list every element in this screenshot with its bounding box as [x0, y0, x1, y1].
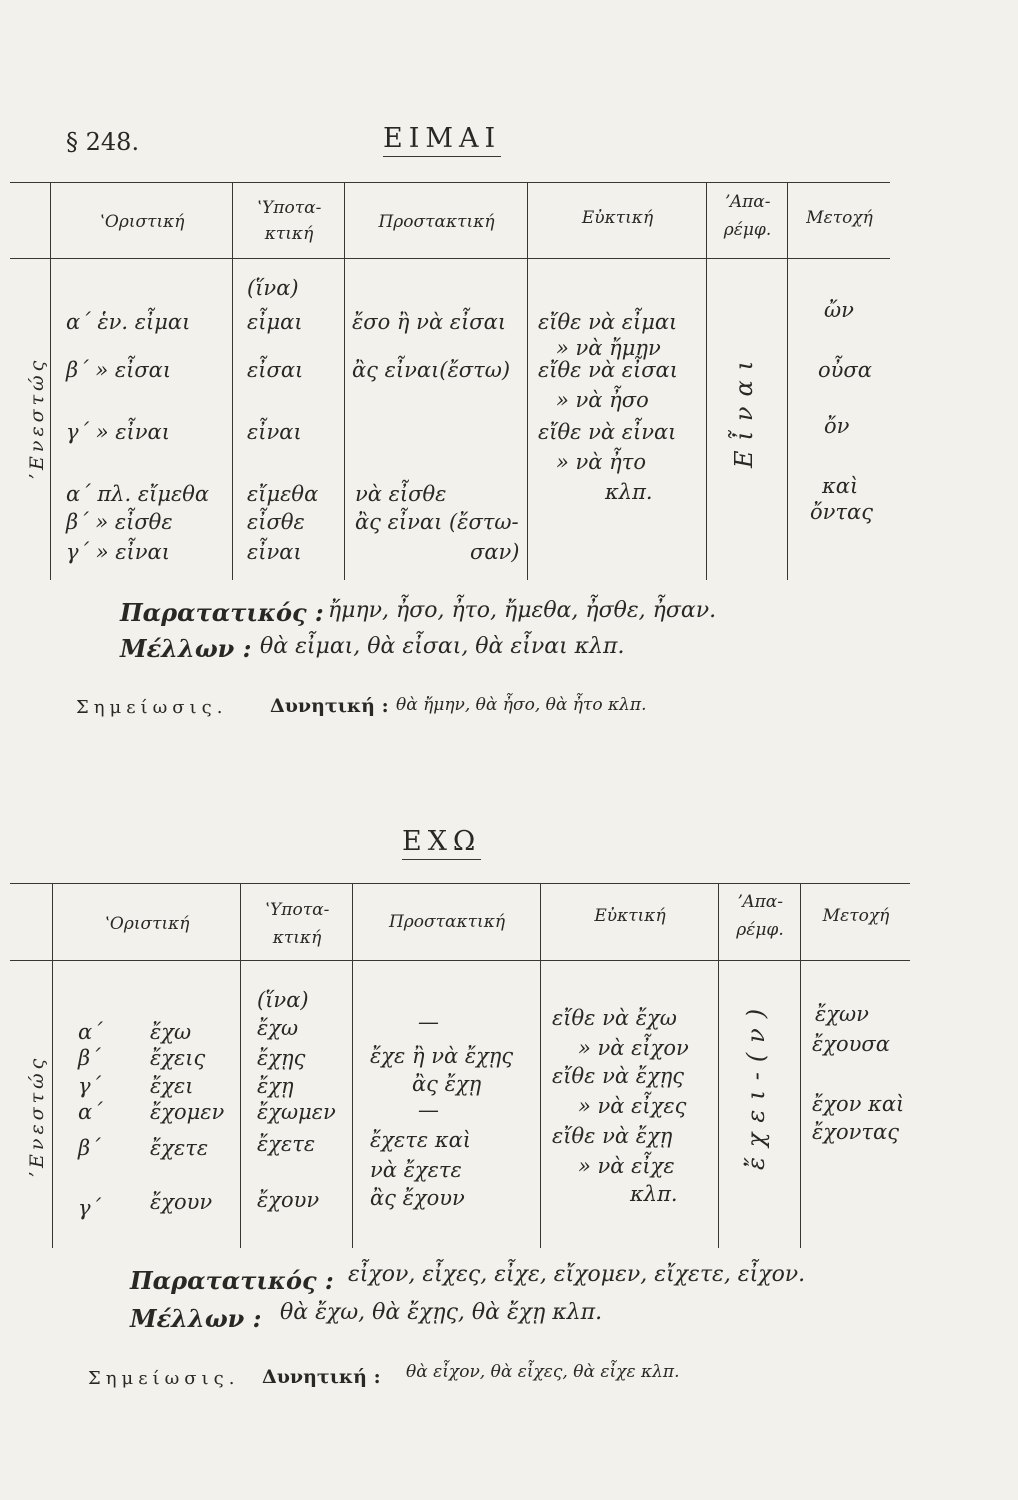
ypotaktiki-ina: (ἵνα) [257, 988, 309, 1012]
header-ypotaktiki-line1: ʽΥποτα- [256, 198, 322, 218]
ypotaktiki-row: ἔχω [257, 1016, 299, 1040]
mellon-label: Μέλλων : [130, 1304, 262, 1333]
euktiki-row: εἴθε νὰ ἔχῃς [552, 1064, 685, 1088]
table-rule [50, 182, 51, 580]
table-rule [10, 182, 890, 183]
header-euktiki: Εὐκτική [594, 906, 666, 926]
metochi-row: ὄντας [810, 500, 873, 524]
oristiki-row: ἔχετε [150, 1136, 209, 1160]
table-rule [10, 258, 890, 259]
oristiki-row: ἔχεις [150, 1046, 206, 1070]
paratatikos-value: ἤμην, ἦσο, ἦτο, ἤμεθα, ἦσθε, ἦσαν. [328, 598, 717, 623]
prostaktiki-row: ἂς εἶναι (ἔστω- [355, 510, 519, 534]
header-aparemfato-line1: ʼΑπα- [724, 192, 771, 212]
prostaktiki-row: νὰ εἶσθε [355, 482, 447, 506]
euktiki-row: κλπ. [605, 480, 653, 504]
paratatikos-label: Παρατατικός : [120, 598, 324, 627]
header-prostaktiki: Προστακτική [388, 912, 506, 932]
metochi-row: ὤν [824, 298, 854, 322]
table-rule [540, 883, 541, 1248]
metochi-row: καὶ [822, 474, 859, 498]
table-rule [10, 883, 910, 884]
header-ypotaktiki-line1: ʽΥποτα- [264, 900, 330, 920]
metochi-row: ὄν [824, 414, 850, 438]
oristiki-row: α΄ ἑν. εἶμαι [66, 310, 191, 334]
header-oristiki: ʽΟριστική [104, 914, 190, 934]
infinitive-vertical: ἔχει-(ν) [742, 998, 770, 1170]
euktiki-row: εἴθε νὰ εἶναι [538, 420, 677, 444]
header-prostaktiki: Προστακτική [378, 212, 495, 232]
paratatikos-value: εἶχον, εἶχες, εἶχε, εἴχομεν, εἴχετε, εἶχον. [348, 1262, 806, 1287]
metochi-row: οὖσα [818, 358, 872, 382]
header-ypotaktiki-line2: κτική [272, 928, 322, 948]
header-aparemfato-line2: ρέμφ. [723, 220, 772, 240]
euktiki-row: εἴθε νὰ εἶμαι [538, 310, 678, 334]
oristiki-row: ἔχω [150, 1020, 192, 1044]
oristiki-row: α΄ πλ. εἴμεθα [66, 482, 210, 506]
table-rule [232, 182, 233, 580]
oristiki-row: γ΄ » εἶναι [66, 420, 170, 444]
table-rule [240, 883, 241, 1248]
dynitiki-value: θὰ εἶχον, θὰ εἶχες, θὰ εἶχε κλπ. [406, 1362, 680, 1382]
prostaktiki-row: ἂς ἔχῃ [412, 1072, 482, 1096]
metochi-row: ἔχον καὶ [812, 1092, 905, 1116]
ypotaktiki-row: εἶναι [247, 420, 302, 444]
table-rule [800, 883, 801, 1248]
euktiki-row: » νὰ εἶχον [578, 1036, 689, 1060]
metochi-row: ἔχοντας [812, 1120, 899, 1144]
table-rule [718, 883, 719, 1248]
mellon-value: θὰ εἶμαι, θὰ εἶσαι, θὰ εἶναι κλπ. [260, 634, 625, 659]
oristiki-row: ἔχουν [150, 1190, 213, 1214]
ypotaktiki-row: ἔχωμεν [257, 1100, 336, 1124]
table-rule [527, 182, 528, 580]
prostaktiki-row: ἔχετε καὶ [370, 1128, 472, 1152]
euktiki-row: εἴθε νὰ ἔχω [552, 1006, 677, 1030]
euktiki-row: » νὰ εἶχες [578, 1094, 687, 1118]
ypotaktiki-row: ἔχετε [257, 1132, 316, 1156]
ypotaktiki-row: ἔχουν [257, 1188, 320, 1212]
header-euktiki: Εὐκτική [581, 208, 654, 228]
ypotaktiki-row: ἔχῃ [257, 1074, 294, 1098]
oristiki-row: γ΄ » εἶναι [66, 540, 170, 564]
mellon-value: θὰ ἔχω, θὰ ἔχῃς, θὰ ἔχῃ κλπ. [280, 1300, 603, 1325]
header-metochi: Μετοχή [822, 906, 890, 926]
tense-label: ʼΕνεστώς [26, 1054, 48, 1178]
prostaktiki-row: νὰ ἔχετε [370, 1158, 462, 1182]
table-rule [352, 883, 353, 1248]
prostaktiki-row: ἂς ἔχουν [370, 1186, 465, 1210]
euktiki-row: » νὰ εἶχε [578, 1154, 675, 1178]
tense-label: ʼΕνεστώς [26, 356, 48, 480]
person-label: α΄ [78, 1020, 103, 1044]
einai-title: ΕΙΜΑΙ [383, 123, 501, 157]
header-aparemfato-line1: ʼΑπα- [736, 892, 784, 912]
mellon-label: Μέλλων : [120, 634, 252, 663]
oristiki-row: β΄ » εἶσαι [66, 358, 172, 382]
header-metochi: Μετοχή [806, 208, 873, 228]
ypotaktiki-ina: (ἵνα) [247, 276, 299, 300]
header-oristiki: ʽΟριστική [99, 212, 185, 232]
note-label: Σημείωσις. [76, 697, 228, 718]
person-label: β΄ [78, 1046, 101, 1070]
dynitiki-value: θὰ ἤμην, θὰ ἦσο, θὰ ἦτο κλπ. [396, 695, 647, 715]
prostaktiki-row: — [418, 1010, 439, 1034]
table-rule [787, 182, 788, 580]
infinitive-vertical: Εἶναι [730, 350, 758, 468]
oristiki-row: ἔχομεν [150, 1100, 225, 1124]
prostaktiki-row: σαν) [470, 540, 520, 564]
oristiki-row: β΄ » εἶσθε [66, 510, 173, 534]
euktiki-row: » νὰ ἦτο [556, 450, 646, 474]
echo-title: ΕΧΩ [402, 826, 481, 860]
table-rule [52, 883, 53, 1248]
prostaktiki-row: ἔχε ἢ νὰ ἔχῃς [370, 1044, 514, 1068]
table-rule [10, 960, 910, 961]
dynitiki-label: Δυνητική : [270, 695, 389, 717]
person-label: α΄ [78, 1100, 103, 1124]
metochi-row: ἔχων [815, 1002, 869, 1026]
person-label: β΄ [78, 1136, 101, 1160]
table-rule [344, 182, 345, 580]
ypotaktiki-row: εἶναι [247, 540, 302, 564]
paratatikos-label: Παρατατικός : [130, 1266, 334, 1295]
euktiki-row: εἴθε νὰ εἶσαι [538, 358, 678, 382]
euktiki-row: » νὰ ἦσο [556, 388, 649, 412]
table-rule [706, 182, 707, 580]
prostaktiki-row: ἔσο ἢ νὰ εἶσαι [352, 310, 507, 334]
note-label: Σημείωσις. [88, 1368, 240, 1389]
section-number: § 248. [66, 128, 140, 156]
ypotaktiki-row: εἴμεθα [247, 482, 319, 506]
person-label: γ΄ [78, 1196, 102, 1220]
oristiki-row: ἔχει [150, 1074, 194, 1098]
ypotaktiki-row: εἶσθε [247, 510, 305, 534]
dynitiki-label: Δυνητική : [262, 1366, 381, 1388]
euktiki-row: κλπ. [630, 1182, 678, 1206]
metochi-row: ἔχουσα [812, 1032, 890, 1056]
euktiki-row: » νὰ ἤμην [556, 336, 661, 360]
person-label: γ΄ [78, 1074, 102, 1098]
ypotaktiki-row: ἔχῃς [257, 1046, 306, 1070]
header-aparemfato-line2: ρέμφ. [736, 920, 784, 940]
prostaktiki-row: — [418, 1098, 439, 1122]
ypotaktiki-row: εἶσαι [247, 358, 304, 382]
ypotaktiki-row: εἶμαι [247, 310, 303, 334]
header-ypotaktiki-line2: κτική [264, 224, 314, 244]
prostaktiki-row: ἂς εἶναι(ἔστω) [352, 358, 511, 382]
euktiki-row: εἴθε νὰ ἔχῃ [552, 1124, 673, 1148]
